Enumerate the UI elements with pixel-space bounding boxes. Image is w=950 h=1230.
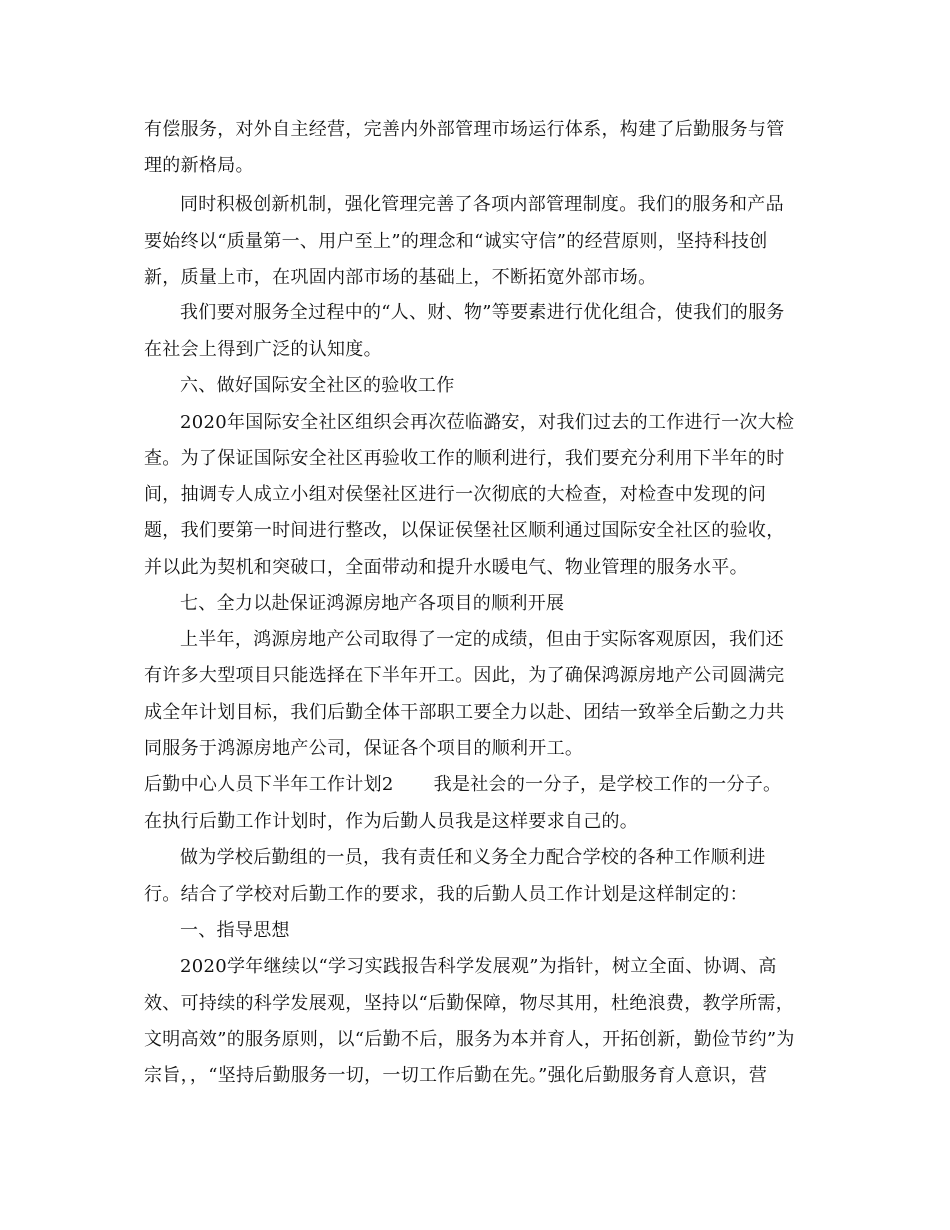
- text-line: 要始终以“质量第一、用户至上”的理念和“诚实守信”的经营原则，坚持科技创: [144, 231, 768, 252]
- text-line: 行。结合了学校对后勤工作的要求，我的后勤人员工作计划是这样制定的：: [144, 884, 748, 905]
- section-intro: 我是社会的一分子，是学校工作的一分子。: [433, 774, 782, 795]
- text-line: 有许多大型项目只能选择在下半年开工。因此，为了确保鸿源房地产公司圆满完: [144, 665, 785, 686]
- text-line: 效、可持续的科学发展观，坚持以“后勤保障，物尽其用，杜绝浪费，教学所需，: [144, 993, 794, 1014]
- section-title: 后勤中心人员下半年工作计划2: [144, 774, 394, 795]
- paragraph-line: 上半年，鸿源房地产公司取得了一定的成绩，但由于实际客观原因，我们还: [180, 629, 784, 650]
- text-line: 题，我们要第一时间进行整改，以保证侯堡社区顺利通过国际安全社区的验收，: [144, 520, 785, 541]
- paragraph-line: 做为学校后勤组的一员，我有责任和义务全力配合学校的各种工作顺利进: [180, 847, 766, 868]
- paragraph-line: 我们要对服务全过程中的“人、财、物”等要素进行优化组合，使我们的服务: [180, 302, 785, 323]
- text-line: 宗旨，，“坚持后勤服务一切，一切工作后勤在先。”强化后勤服务育人意识，营: [144, 1065, 768, 1086]
- section-heading-7: 七、全力以赴保证鸿源房地产各项目的顺利开展: [180, 593, 565, 614]
- paragraph-line: 同时积极创新机制，强化管理完善了各项内部管理制度。我们的服务和产品: [180, 194, 784, 215]
- text-line: 理的新格局。: [144, 155, 254, 176]
- section-heading-1: 一、指导思想: [180, 920, 290, 941]
- text-line: 成全年计划目标，我们后勤全体干部职工要全力以赴、团结一致举全后勤之力共: [144, 702, 785, 723]
- text-line: 查。为了保证国际安全社区再验收工作的顺利进行，我们要充分利用下半年的时: [144, 448, 785, 469]
- paragraph-line: 2020学年继续以“学习实践报告科学发展观”为指针，树立全面、协调、高: [180, 956, 777, 977]
- text-line: 同服务于鸿源房地产公司，保证各个项目的顺利开工。: [144, 738, 584, 759]
- paragraph-line: 2020年国际安全社区组织会再次莅临潞安，对我们过去的工作进行一次大检: [180, 412, 795, 433]
- text-line: 在执行后勤工作计划时，作为后勤人员我是这样要求自己的。: [144, 811, 639, 832]
- text-line: 间，抽调专人成立小组对侯堡社区进行一次彻底的大检查，对检查中发现的问: [144, 484, 767, 505]
- text-line: 有偿服务，对外自主经营，完善内外部管理市场运行体系，构建了后勤服务与管: [144, 119, 785, 140]
- section-heading-6: 六、做好国际安全社区的验收工作: [180, 375, 455, 396]
- text-line: 文明高效”的服务原则，以“后勤不后，服务为本并育人，开拓创新，勤俭节约”为: [144, 1029, 795, 1050]
- text-line: 在社会上得到广泛的认知度。: [144, 339, 382, 360]
- text-line: 并以此为契机和突破口，全面带动和提升水暖电气、物业管理的服务水平。: [144, 557, 748, 578]
- section-title-line: [144, 773, 814, 797]
- text-line: 新，质量上市，在巩固内部市场的基础上，不断拓宽外部市场。: [144, 267, 657, 288]
